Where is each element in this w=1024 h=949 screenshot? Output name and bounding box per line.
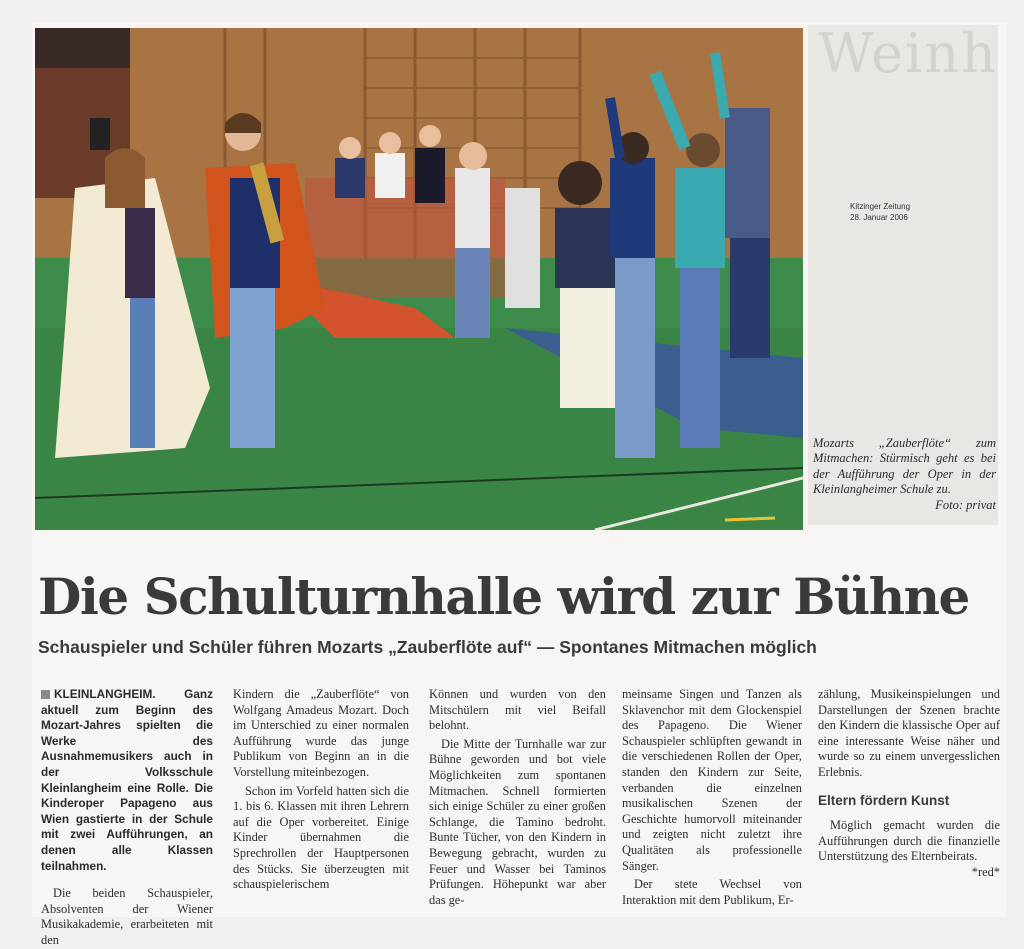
photo-credit: Foto: privat xyxy=(935,497,996,512)
article-column-4 xyxy=(622,687,802,908)
paragraph: zählung, Musikeinspielungen und Darstellungen der Szenen brachte den Kindern die klassische Oper auf eine interessante Weise näher und wurde so zu einem unvergesslichen Erlebnis. xyxy=(818,687,1000,779)
lead-text: KLEINLANGHEIM. Ganz aktuell zum Beginn des Mozart-Jahres spielten die Werke des Ausnahmemusikers auch in der Volksschule Kleinlangheim eine Rolle. Die Kinderoper Papageno aus Wien gastierte in der Schule mit zwei Aufführungen, an denen alle Klassen teilnahmen. xyxy=(41,687,213,873)
article-column-5 xyxy=(818,687,1000,881)
paragraph: Die Mitte der Turnhalle war zur Bühne geworden und bot viele Möglichkeiten zum spontanen Mitmachen. Schnell formierten sich einige Schüler zu einer großen Schlange, die Tamino bedroht. Bunte Tücher, von den Kindern in Bewegung gebracht, wurden zu Feuer und Wasser bei Taminos Prüfungen. Höhepunkt war aber das ge- xyxy=(429,736,606,907)
source-newspaper: Kitzinger Zeitung xyxy=(850,202,911,211)
square-bullet-icon xyxy=(41,690,50,699)
article-lead xyxy=(41,687,213,874)
paragraph: Können und wurden von den Mitschülern mit viel Beifall belohnt. xyxy=(429,687,606,733)
closing-text: Möglich gemacht wurden die Aufführungen durch die finanzielle Unterstützung des Elternbeirats. xyxy=(818,818,1000,864)
section-subheading: Eltern fördern Kunst xyxy=(818,792,950,808)
bleed-through-text: Weinh xyxy=(818,22,998,85)
article-headline: Die Schulturnhalle wird zur Bühne xyxy=(38,567,969,626)
paragraph: Kindern die „Zauberflöte“ von Wolfgang Amadeus Mozart. Doch im Unterschied zu einer normalen Aufführung wurde das junge Publikum von Beginn an in die Vorstellung miteinbezogen. xyxy=(233,687,409,779)
photo-caption xyxy=(813,436,996,513)
source-note xyxy=(850,201,910,223)
article-subheadline: Schauspieler und Schüler führen Mozarts „Zauberflöte auf“ — Spontanes Mitmachen möglich xyxy=(38,637,817,657)
paragraph xyxy=(818,818,1000,879)
paragraph: meinsame Singen und Tanzen als Sklavenchor mit dem Glockenspiel des Papageno. Die Wiener Schauspieler schlüpften gewandt in die verschiedenen Rollen der Oper, standen den Kindern zur Seite, verbanden die einzelnen musikalischen Szenen der Geschichte humorvoll miteinander und zeigten nicht zuletzt ihre Qualitäten als professionelle Sänger. xyxy=(622,687,802,873)
author-signature: *red* xyxy=(971,864,1000,879)
caption-text: Mozarts „Zauberflöte“ zum Mitmachen: Stürmisch geht es bei der Aufführung der Oper in der Kleinlangheimer Schule zu. xyxy=(813,436,996,497)
paragraph: Schon im Vorfeld hatten sich die 1. bis 6. Klassen mit ihren Lehrern auf die Oper vorbereitet. Einige Kinder übernahmen die Sprechrollen der Hauptpersonen des Stücks. Sie überzeugten mit schauspielerischem xyxy=(233,783,409,892)
source-date: 28. Januar 2006 xyxy=(850,213,908,222)
article-column-3 xyxy=(429,687,606,908)
photo-school-gym-performance-icon xyxy=(35,28,803,530)
paragraph: Der stete Wechsel von Interaktion mit dem Publikum, Er- xyxy=(622,877,802,907)
article-photo xyxy=(35,28,803,530)
article-column-1 xyxy=(41,687,213,949)
article-column-2 xyxy=(233,687,409,893)
paragraph: Die beiden Schauspieler, Absolventen der Wiener Musikakademie, erarbeiteten mit den xyxy=(41,886,213,947)
